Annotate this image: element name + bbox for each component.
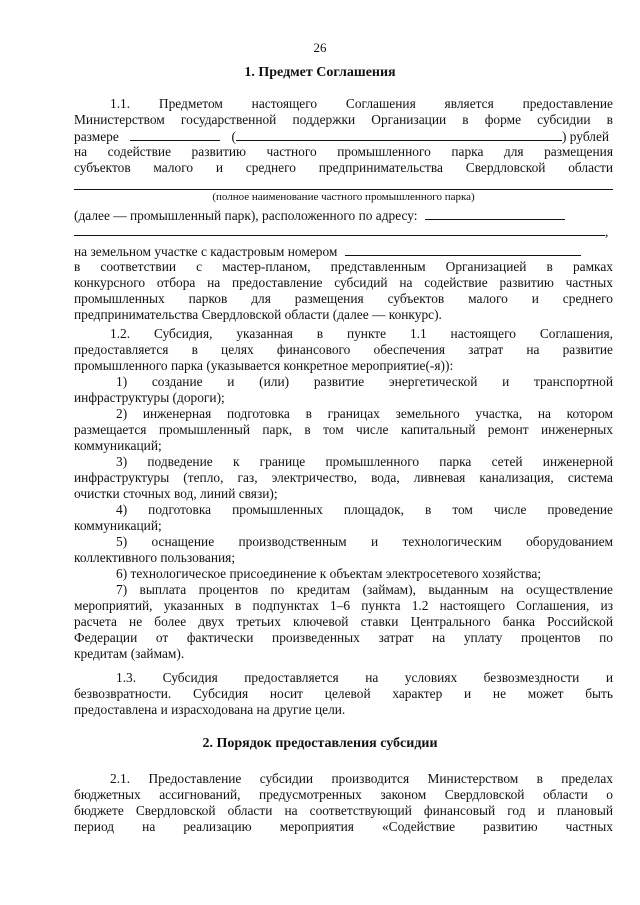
list-item-5: 5) оснащение производственным и технологическим оборудованием	[116, 534, 613, 549]
text-line: предпринимательства Свердловской области (далее — конкурс).	[74, 307, 442, 322]
text-line: 1.2. Субсидия, указанная в пункте 1.1 настоящего Соглашения,	[110, 326, 613, 341]
text-fragment: ) рублей	[561, 129, 610, 144]
park-name-blank	[74, 189, 613, 190]
text-line: Федерации от фактически произведенных затрат на уплату процентов по	[74, 630, 613, 645]
cadastral-number-blank	[345, 243, 581, 256]
address-line	[74, 207, 613, 223]
address-blank-2	[74, 223, 605, 236]
text-fragment: (далее — промышленный парк), расположенного по адресу:	[74, 208, 418, 223]
park-name-caption: (полное наименование частного промышленного парка)	[212, 191, 475, 203]
list-item-4: 4) подготовка промышленных площадок, в том числе проведение	[116, 502, 613, 517]
paragraph-1-3	[74, 670, 613, 718]
text-line: размещается промышленный парк, в том числе капитальный ремонт инженерных	[74, 422, 613, 437]
paragraph-1-2	[74, 326, 613, 662]
text-line: очистки сточных вод, линий связи);	[74, 486, 278, 501]
text-line: период на реализацию мероприятия «Содействие развитию частных	[74, 819, 613, 834]
text-line: мероприятий, указанных в подпунктах 1–6 пункта 1.2 настоящего Соглашения, из	[74, 598, 613, 613]
text-line: безвозвратности. Субсидия носит целевой характер и не может быть	[74, 686, 613, 701]
text-line: бюджете Свердловской области на соответствующий финансовый год и плановый	[74, 803, 613, 818]
section-1-title: 1. Предмет Соглашения	[244, 65, 396, 80]
address-block	[74, 207, 613, 239]
text-line: в соответствии с мастер-планом, представленным Организацией в рамках	[74, 259, 613, 274]
amount-number-blank	[130, 128, 220, 141]
page-number: 26	[313, 40, 327, 55]
text-line: 1.1. Предметом настоящего Соглашения является предоставление	[110, 96, 613, 111]
text-line: кредитам (займам).	[74, 646, 185, 661]
text-fragment: размере	[74, 129, 119, 144]
list-item-6: 6) технологическое присоединение к объектам электросетевого хозяйства;	[116, 566, 542, 581]
text-line: промышленных парков для размещения субъектов малого и среднего	[74, 291, 613, 306]
text-line: промышленного парка (указывается конкретное мероприятие(-я)):	[74, 358, 454, 373]
text-line: субъектов малого и среднего предпринимательства Свердловской области	[74, 160, 613, 175]
text-line: Министерством государственной поддержки Организации в форме субсидии в	[74, 112, 613, 127]
text-fragment: на земельном участке с кадастровым номером	[74, 244, 338, 259]
list-item-7: 7) выплата процентов по кредитам (займам), выданным на осуществление	[116, 582, 613, 597]
list-item-1: 1) создание и (или) развитие энергетической и транспортной	[116, 374, 613, 389]
address-line-2	[74, 223, 613, 239]
text-line: инфраструктуры (дороги);	[74, 390, 225, 405]
text-line: коммуникаций;	[74, 518, 162, 533]
text-line: 1.3. Субсидия предоставляется на условиях безвозмездности и	[116, 670, 613, 685]
address-blank	[425, 207, 565, 220]
text-fragment: (	[231, 129, 236, 144]
paragraph-2-1	[74, 771, 613, 835]
text-line: 2.1. Предоставление субсидии производится Министерством в пределах	[110, 771, 613, 786]
text-fragment: ,	[605, 224, 609, 239]
paragraph-1-1	[74, 96, 613, 176]
text-line: предоставлена и израсходована на другие цели.	[74, 702, 346, 717]
section-2-title: 2. Порядок предоставления субсидии	[202, 736, 438, 751]
amount-line	[74, 128, 613, 144]
text-line: коллективного пользования;	[74, 550, 236, 565]
cadastral-line	[74, 243, 613, 259]
text-line: инфраструктуры (тепло, газ, электричество, вода, ливневая канализация, система	[74, 470, 613, 485]
text-line: конкурсного отбора на предоставление субсидий на содействие развитию частных	[74, 275, 613, 290]
list-item-2: 2) инженерная подготовка в границах земельного участка, на котором	[116, 406, 613, 421]
text-line: бюджетных ассигнований, предусмотренных законом Свердловской области о	[74, 787, 613, 802]
list-item-3: 3) подведение к границе промышленного парка сетей инженерной	[116, 454, 613, 469]
paragraph-1-1-continued	[74, 243, 613, 323]
amount-words-blank	[236, 128, 562, 141]
text-line: коммуникаций;	[74, 438, 162, 453]
text-line: на содействие развитию частного промышленного парка для размещения	[74, 144, 613, 159]
text-line: предоставляется в целях финансового обеспечения затрат на развитие	[74, 342, 613, 357]
text-line: расчета не более двух третьих ключевой ставки Центрального банка Российской	[74, 614, 613, 629]
